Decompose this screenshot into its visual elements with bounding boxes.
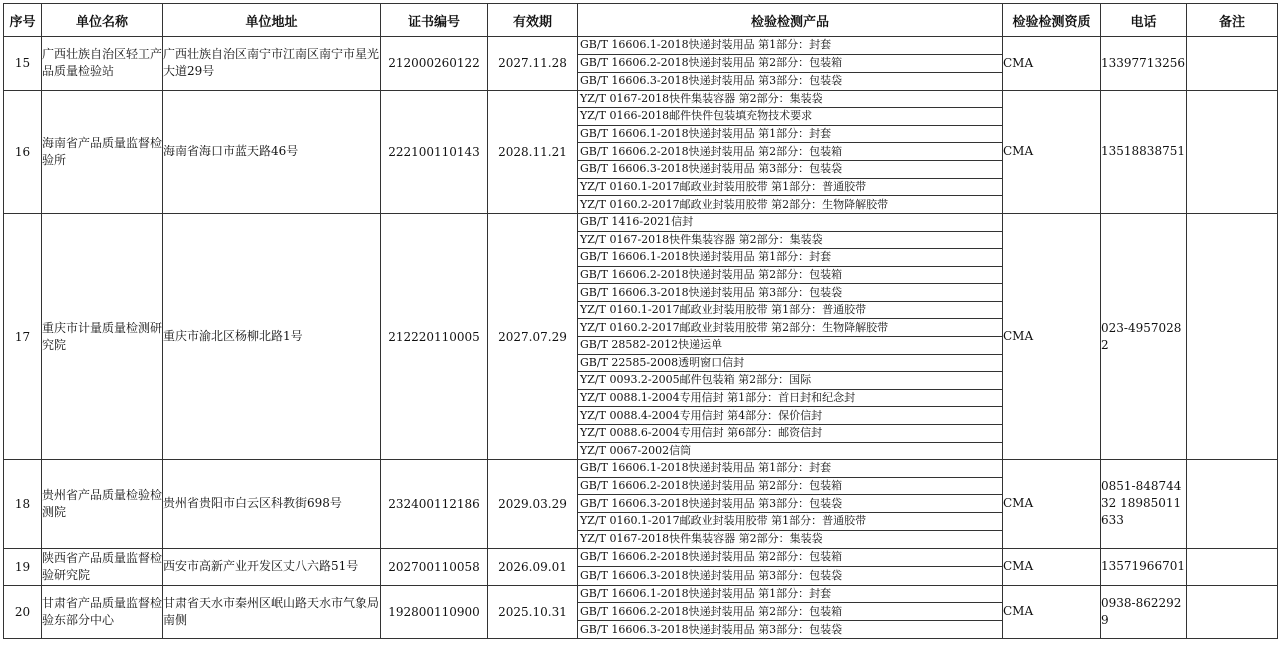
- phone-cell: 0851-84874432 18985011633: [1101, 460, 1187, 549]
- cert-cell: 202700110058: [381, 548, 488, 585]
- product-item: GB/T 16606.1-2018快递封装用品 第1部分：封套: [578, 37, 1002, 55]
- product-item: GB/T 16606.2-2018快递封装用品 第2部分：包装箱: [578, 143, 1002, 161]
- valid-cell: 2026.09.01: [488, 548, 578, 585]
- product-item: GB/T 16606.3-2018快递封装用品 第3部分：包装袋: [580, 568, 843, 582]
- product-item: GB/T 1416-2021信封: [578, 214, 1002, 232]
- product-item: GB/T 16606.1-2018快递封装用品 第1部分：封套: [578, 460, 1002, 478]
- cert-cell: 192800110900: [381, 585, 488, 639]
- header-row: [4, 4, 1278, 37]
- name-cell: 甘肃省产品质量监督检验东部分中心: [42, 585, 163, 639]
- header-note: 备注: [1187, 4, 1278, 37]
- product-list: [578, 460, 1002, 548]
- product-item: YZ/T 0088.6-2004专用信封 第6部分：邮资信封: [578, 425, 1002, 443]
- product-item: GB/T 16606.2-2018快递封装用品 第2部分：包装箱: [578, 603, 1002, 621]
- header-phone: 电话: [1101, 4, 1187, 37]
- product-item: GB/T 16606.3-2018快递封装用品 第3部分：包装袋: [578, 495, 1002, 513]
- valid-cell: 2028.11.21: [488, 90, 578, 214]
- product-item: GB/T 28582-2012快递运单: [578, 337, 1002, 355]
- qualification-cell: CMA: [1003, 548, 1101, 585]
- name-cell: 重庆市计量质量检测研究院: [42, 214, 163, 460]
- header-address: 单位地址: [163, 4, 381, 37]
- table-row: [4, 214, 1278, 460]
- product-item: GB/T 16606.1-2018快递封装用品 第1部分：封套: [578, 249, 1002, 267]
- product-item: YZ/T 0160.1-2017邮政业封装用胶带 第1部分：普通胶带: [578, 513, 1002, 531]
- header-qualification: 检验检测资质: [1003, 4, 1101, 37]
- product-item: GB/T 16606.2-2018快递封装用品 第2部分：包装箱: [578, 55, 1002, 73]
- products-cell: [578, 460, 1003, 549]
- product-item: GB/T 16606.3-2018快递封装用品 第3部分：包装袋: [580, 622, 843, 636]
- address-cell: 西安市高新产业开发区丈八六路51号: [163, 548, 381, 585]
- product-item: GB/T 16606.3-2018快递封装用品 第3部分：包装袋: [578, 161, 1002, 179]
- table-row: [4, 37, 1278, 91]
- note-cell: [1187, 548, 1278, 585]
- address-cell: 重庆市渝北区杨柳北路1号: [163, 214, 381, 460]
- products-cell: [578, 548, 1003, 585]
- product-item: GB/T 16606.2-2018快递封装用品 第2部分：包装箱: [578, 549, 1002, 568]
- product-item: GB/T 16606.3-2018快递封装用品 第3部分：包装袋: [578, 284, 1002, 302]
- qualification-cell: CMA: [1003, 585, 1101, 639]
- product-item: YZ/T 0067-2002信筒: [580, 443, 692, 457]
- cert-cell: 232400112186: [381, 460, 488, 549]
- note-cell: [1187, 585, 1278, 639]
- phone-cell: 13397713256: [1101, 37, 1187, 91]
- no-cell: 20: [4, 585, 42, 639]
- note-cell: [1187, 90, 1278, 214]
- name-cell: 贵州省产品质量检验检测院: [42, 460, 163, 549]
- product-list: [578, 549, 1002, 585]
- product-list: [578, 586, 1002, 639]
- no-cell: 16: [4, 90, 42, 214]
- products-cell: [578, 585, 1003, 639]
- qualification-cell: CMA: [1003, 37, 1101, 91]
- products-cell: [578, 37, 1003, 91]
- phone-cell: 13571966701: [1101, 548, 1187, 585]
- note-cell: [1187, 214, 1278, 460]
- products-cell: [578, 214, 1003, 460]
- address-cell: 甘肃省天水市秦州区岷山路天水市气象局南侧: [163, 585, 381, 639]
- note-cell: [1187, 37, 1278, 91]
- product-item: YZ/T 0160.2-2017邮政业封装用胶带 第2部分：生物降解胶带: [578, 319, 1002, 337]
- note-cell: [1187, 460, 1278, 549]
- institution-table: [3, 3, 1278, 639]
- table-row: [4, 460, 1278, 549]
- name-cell: 陕西省产品质量监督检验研究院: [42, 548, 163, 585]
- product-item: YZ/T 0160.1-2017邮政业封装用胶带 第1部分：普通胶带: [578, 179, 1002, 197]
- phone-cell: 13518838751: [1101, 90, 1187, 214]
- product-item: YZ/T 0088.4-2004专用信封 第4部分：保价信封: [578, 407, 1002, 425]
- qualification-cell: CMA: [1003, 214, 1101, 460]
- product-item: YZ/T 0167-2018快件集装容器 第2部分：集装袋: [578, 91, 1002, 109]
- valid-cell: 2025.10.31: [488, 585, 578, 639]
- table-row: [4, 90, 1278, 214]
- table-row: [4, 585, 1278, 639]
- product-item: YZ/T 0093.2-2005邮件包装箱 第2部分：国际: [578, 372, 1002, 390]
- product-list: [578, 37, 1002, 90]
- product-list: [578, 91, 1002, 214]
- cert-cell: 212000260122: [381, 37, 488, 91]
- product-item: YZ/T 0166-2018邮件快件包装填充物技术要求: [578, 108, 1002, 126]
- products-cell: [578, 90, 1003, 214]
- address-cell: 广西壮族自治区南宁市江南区南宁市星光大道29号: [163, 37, 381, 91]
- product-item: GB/T 16606.1-2018快递封装用品 第1部分：封套: [578, 126, 1002, 144]
- product-item: YZ/T 0088.1-2004专用信封 第1部分：首日封和纪念封: [578, 390, 1002, 408]
- phone-cell: 0938-8622929: [1101, 585, 1187, 639]
- product-item: YZ/T 0160.1-2017邮政业封装用胶带 第1部分：普通胶带: [578, 302, 1002, 320]
- name-cell: 广西壮族自治区轻工产品质量检验站: [42, 37, 163, 91]
- no-cell: 17: [4, 214, 42, 460]
- product-item: GB/T 16606.1-2018快递封装用品 第1部分：封套: [578, 586, 1002, 604]
- no-cell: 15: [4, 37, 42, 91]
- product-item: GB/T 16606.2-2018快递封装用品 第2部分：包装箱: [578, 267, 1002, 285]
- no-cell: 19: [4, 548, 42, 585]
- valid-cell: 2027.11.28: [488, 37, 578, 91]
- header-no: 序号: [4, 4, 42, 37]
- cert-cell: 212220110005: [381, 214, 488, 460]
- no-cell: 18: [4, 460, 42, 549]
- cert-cell: 222100110143: [381, 90, 488, 214]
- name-cell: 海南省产品质量监督检验所: [42, 90, 163, 214]
- product-item: GB/T 16606.2-2018快递封装用品 第2部分：包装箱: [578, 478, 1002, 496]
- product-item: YZ/T 0167-2018快件集装容器 第2部分：集装袋: [580, 532, 823, 546]
- qualification-cell: CMA: [1003, 90, 1101, 214]
- header-valid: 有效期: [488, 4, 578, 37]
- phone-cell: 023-49570282: [1101, 214, 1187, 460]
- address-cell: 海南省海口市蓝天路46号: [163, 90, 381, 214]
- valid-cell: 2029.03.29: [488, 460, 578, 549]
- product-item: GB/T 22585-2008透明窗口信封: [578, 355, 1002, 373]
- header-name: 单位名称: [42, 4, 163, 37]
- table-row: [4, 548, 1278, 585]
- product-item: GB/T 16606.3-2018快递封装用品 第3部分：包装袋: [580, 74, 843, 88]
- address-cell: 贵州省贵阳市白云区科教街698号: [163, 460, 381, 549]
- valid-cell: 2027.07.29: [488, 214, 578, 460]
- header-cert: 证书编号: [381, 4, 488, 37]
- product-item: YZ/T 0167-2018快件集装容器 第2部分：集装袋: [578, 232, 1002, 250]
- product-list: [578, 214, 1002, 459]
- header-products: 检验检测产品: [578, 4, 1003, 37]
- qualification-cell: CMA: [1003, 460, 1101, 549]
- product-item: YZ/T 0160.2-2017邮政业封装用胶带 第2部分：生物降解胶带: [580, 197, 889, 211]
